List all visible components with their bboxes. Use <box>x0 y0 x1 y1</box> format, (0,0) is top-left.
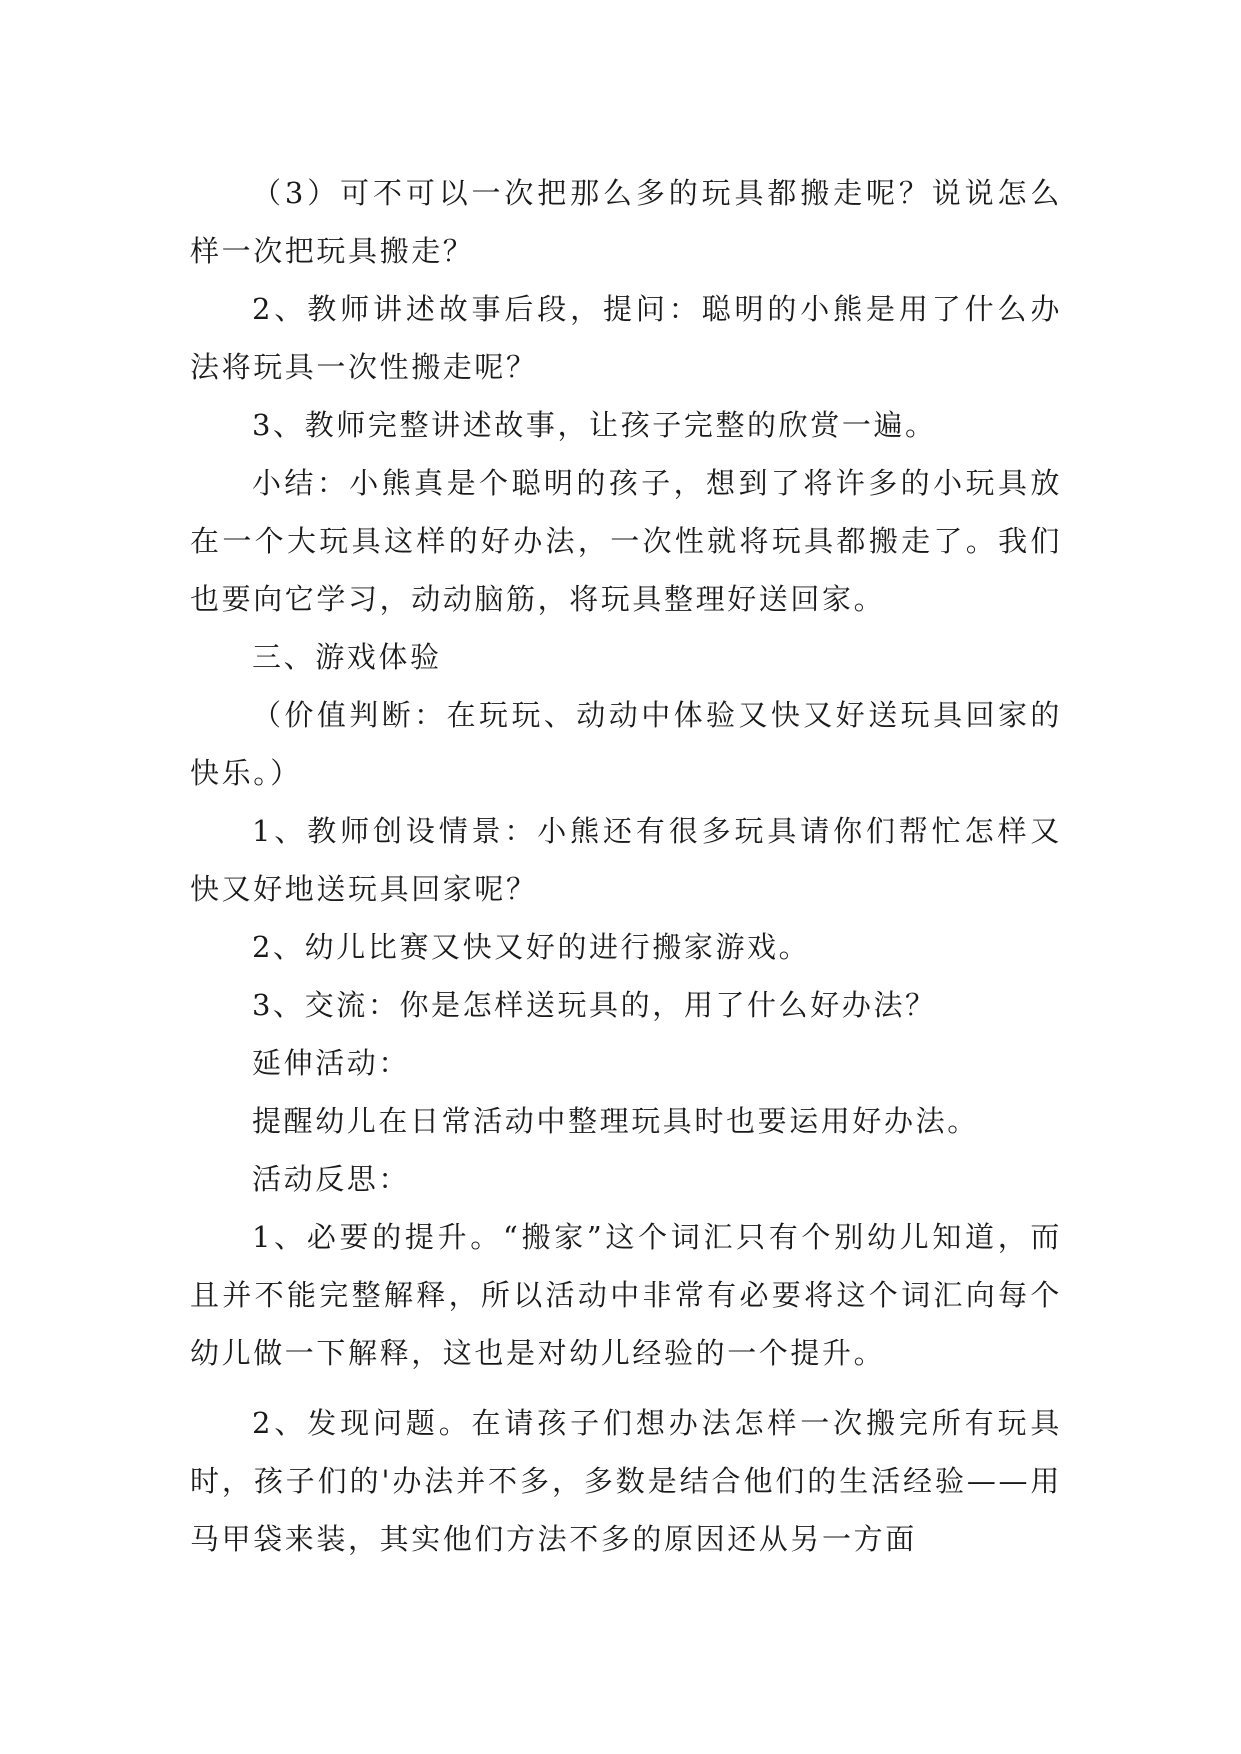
heading-extension-activity: 延伸活动： <box>252 1046 411 1080</box>
paragraph-value-judgment: （价值判断：在玩玩、动动中体验又快又好送玩具回家的快乐。） <box>190 698 1062 790</box>
paragraph-exchange: 3、交流：你是怎样送玩具的，用了什么好办法？ <box>252 988 937 1022</box>
heading-reflection: 活动反思： <box>252 1162 411 1196</box>
document-page <box>190 164 1062 1568</box>
paragraph-question-3: （3）可不可以一次把那么多的玩具都搬走呢？说说怎么样一次把玩具搬走？ <box>190 176 1062 268</box>
paragraph-competition: 2、幼儿比赛又快又好的进行搬家游戏。 <box>252 930 811 964</box>
paragraph-reflection-1: 1、必要的提升。“搬家”这个词汇只有个别幼儿知道，而且并不能完整解释，所以活动中非常有必要将这个词汇向每个幼儿做一下解释，这也是对幼儿经验的一个提升。 <box>190 1220 1062 1370</box>
paragraph-full-story: 3、教师完整讲述故事，让孩子完整的欣赏一遍。 <box>252 408 937 442</box>
paragraph-story-second-half: 2、教师讲述故事后段，提问：聪明的小熊是用了什么办法将玩具一次性搬走呢？ <box>190 292 1062 384</box>
paragraph-reflection-2: 2、发现问题。在请孩子们想办法怎样一次搬完所有玩具时，孩子们的'办法并不多，多数是结合他们的生活经验——用马甲袋来装，其实他们方法不多的原因还从另一方面 <box>190 1406 1062 1556</box>
paragraph-scenario: 1、教师创设情景：小熊还有很多玩具请你们帮忙怎样又快又好地送玩具回家呢？ <box>190 814 1062 906</box>
paragraph-reminder: 提醒幼儿在日常活动中整理玩具时也要运用好办法。 <box>252 1104 979 1138</box>
paragraph-summary: 小结：小熊真是个聪明的孩子，想到了将许多的小玩具放在一个大玩具这样的好办法，一次性就将玩具都搬走了。我们也要向它学习，动动脑筋，将玩具整理好送回家。 <box>190 466 1062 616</box>
section-heading-game: 三、游戏体验 <box>252 640 442 674</box>
